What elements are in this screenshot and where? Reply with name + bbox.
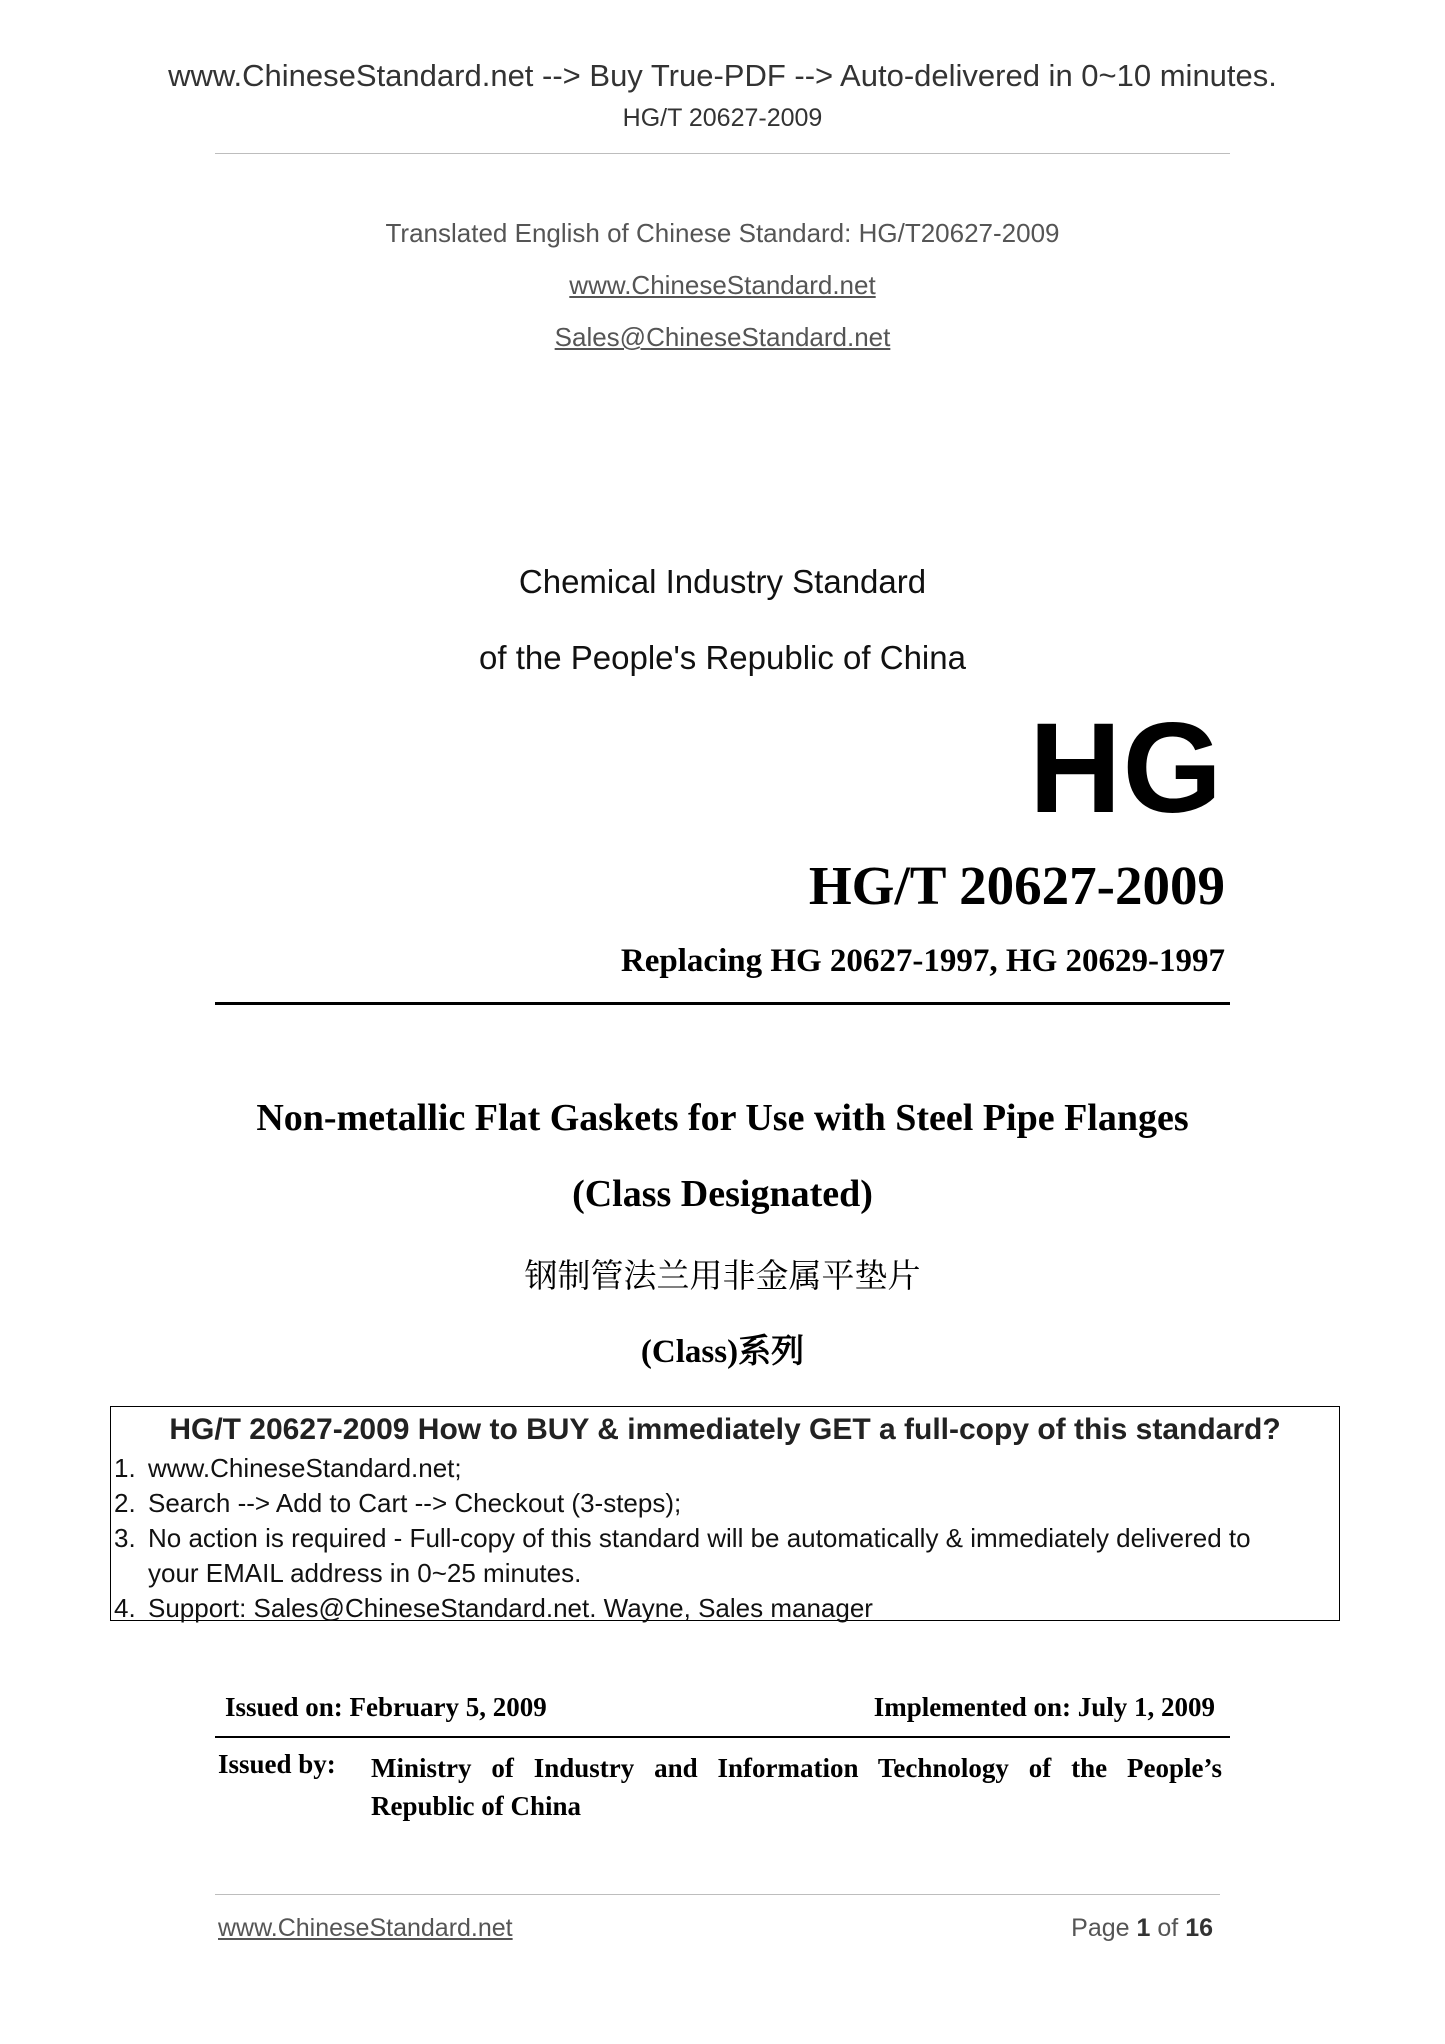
title-english-line2: (Class Designated): [572, 1173, 873, 1215]
step-number: 2.: [114, 1488, 136, 1518]
footer-website-link[interactable]: www.ChineseStandard.net: [218, 1914, 513, 1942]
issued-by-value: Ministry of Industry and Information Technology of the People’s Republic of China: [371, 1753, 1222, 1821]
step-number: 3.: [114, 1523, 136, 1553]
step-text: Support: Sales@ChineseStandard.net. Wayne, Sales manager: [148, 1593, 873, 1623]
issued-by-label: Issued by:: [218, 1749, 336, 1779]
title-divider: [215, 1002, 1230, 1005]
buy-box-heading: HG/T 20627-2009 How to BUY & immediately GET a full-copy of this standard?: [169, 1413, 1281, 1446]
website-link[interactable]: www.ChineseStandard.net: [569, 270, 876, 300]
page-current: 1: [1136, 1914, 1151, 1942]
header-divider: [215, 153, 1230, 154]
page-prefix: Page: [1071, 1914, 1130, 1942]
page-of: of: [1157, 1914, 1179, 1942]
page-indicator: [1071, 1914, 1213, 1943]
title-english-line1: Non-metallic Flat Gaskets for Use with Steel Pipe Flanges: [256, 1097, 1189, 1139]
buy-step-2: [114, 1488, 681, 1519]
page-total: 16: [1185, 1914, 1213, 1942]
buy-step-1: [114, 1453, 462, 1484]
step-number: 4.: [114, 1593, 136, 1623]
standard-code: HG/T 20627-2009: [808, 855, 1225, 916]
step-text: Search --> Add to Cart --> Checkout (3-steps);: [148, 1488, 682, 1518]
implemented-on-date: Implemented on: July 1, 2009: [873, 1692, 1215, 1722]
step-text[interactable]: www.ChineseStandard.net;: [148, 1453, 462, 1483]
step-text: No action is required - Full-copy of this standard will be automatically & immediately delivered to: [148, 1523, 1251, 1553]
title-chinese-line1: 钢制管法兰用非金属平垫片: [524, 1259, 921, 1295]
footer-divider: [215, 1894, 1220, 1895]
step-number: 1.: [114, 1453, 136, 1483]
title-chinese-line2: (Class)系列: [640, 1334, 805, 1370]
buy-instructions-box: [110, 1406, 1340, 1621]
replacing-note: Replacing HG 20627-1997, HG 20629-1997: [620, 943, 1225, 979]
buy-step-4: [114, 1593, 873, 1624]
buy-step-3: [114, 1523, 1251, 1554]
hg-logo-text: HG: [1029, 697, 1223, 840]
header-banner: www.ChineseStandard.net --> Buy True-PDF --> Auto-delivered in 0~10 minutes.: [168, 58, 1277, 93]
issued-on-date: Issued on: February 5, 2009: [225, 1692, 547, 1722]
header-standard-code: HG/T 20627-2009: [622, 104, 823, 132]
dates-divider: [215, 1736, 1230, 1738]
buy-step-3-continued: your EMAIL address in 0~25 minutes.: [148, 1558, 582, 1588]
standard-category: Chemical Industry Standard: [518, 563, 927, 600]
translated-line: Translated English of Chinese Standard: HG/T20627-2009: [385, 218, 1060, 248]
sales-email-link[interactable]: Sales@ChineseStandard.net: [554, 322, 891, 352]
standard-country: of the People's Republic of China: [479, 639, 966, 676]
